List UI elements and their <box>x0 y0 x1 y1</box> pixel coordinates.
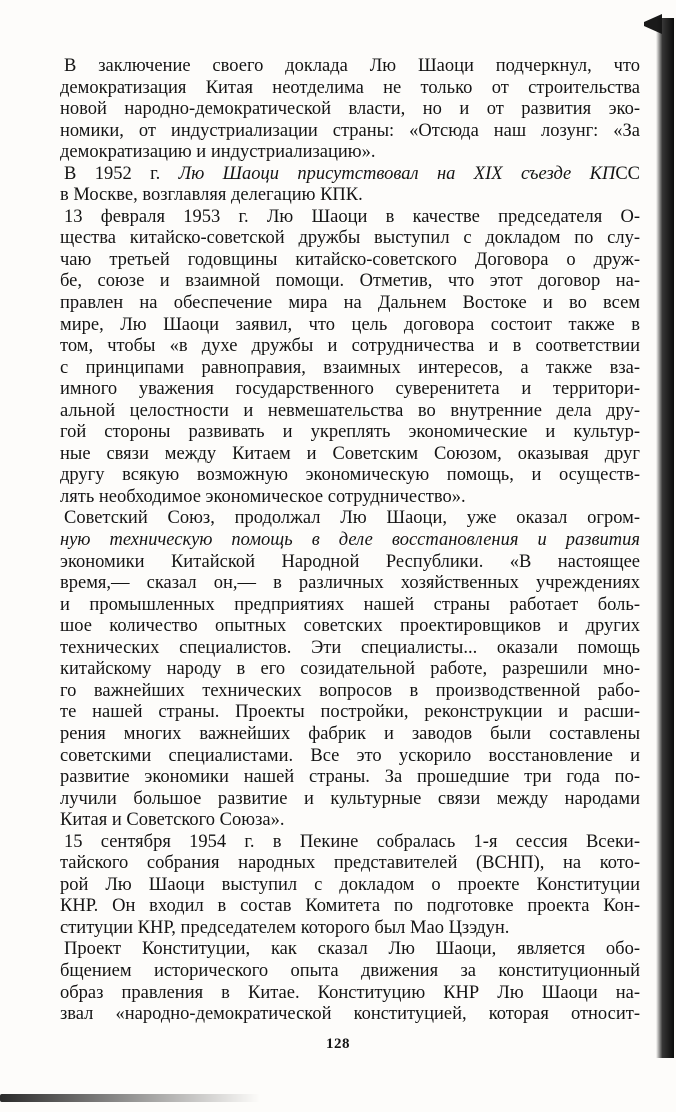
text-line: и промышленных предприятиях нашей страны работает боль- <box>60 594 640 615</box>
text-line: бе, союзе и взаимной помощи. Отметив, что этот договор на- <box>60 271 640 292</box>
text-line: с принципами равноправия, взаимных интересов, а также вза- <box>60 357 640 378</box>
body-text <box>60 56 640 1026</box>
text-line: гой стороны развивать и укреплять экономические и культур- <box>60 422 640 443</box>
text-line: Китая и Советского Союза». <box>60 810 285 831</box>
text-line: рения многих важнейших фабрик и заводов были составлены <box>60 723 640 744</box>
text-line: го важнейших технических вопросов в производственной рабо- <box>60 680 640 701</box>
text-line: демократизацию и индустриализацию». <box>60 142 376 163</box>
text-line: звал «народно-демократической конституцией, которая относит- <box>60 1004 640 1025</box>
text-line: том, чтобы «в духе дружбы и сотрудничества и в соответствии <box>60 336 640 357</box>
text-line: рой Лю Шаоци выступил с докладом о проекте Конституции <box>60 874 640 895</box>
text-line: ную техническую помощь в деле восстановления и развития <box>60 530 640 551</box>
text-line: советскими специалистами. Все это ускорило восстановление и <box>60 745 640 766</box>
text-line: 15 сентября 1954 г. в Пекине собралась 1-я сессия Всеки- <box>64 831 640 852</box>
text-line: ные связи между Китаем и Советским Союзом, оказывая друг <box>60 443 640 464</box>
text-line: время,— сказал он,— в различных хозяйственных учреждениях <box>60 573 640 594</box>
text-line: экономики Китайской Народной Республики. «В настоящее <box>60 551 640 572</box>
text-line: 13 февраля 1953 г. Лю Шаоци в качестве председателя О- <box>64 206 640 227</box>
text-line: технических специалистов. Эти специалисты... оказали помощь <box>60 637 640 658</box>
text-line: В заключение своего доклада Лю Шаоци подчеркнул, что <box>64 56 640 76</box>
page-number: 128 <box>326 1036 350 1052</box>
text-line: те нашей страны. Проекты постройки, реконструкции и расши- <box>60 702 640 723</box>
text-line: щества китайско-советской дружбы выступил с докладом по слу- <box>60 228 640 249</box>
text-line: китайскому народу в его созидательной работе, разрешили мно- <box>60 659 640 680</box>
text-line: правлен на обеспечение мира на Дальнем Востоке и во всем <box>60 293 640 314</box>
text-line: ституции КНР, председателем которого был Мао Цзэдун. <box>60 917 510 938</box>
text-line: Советский Союз, продолжал Лю Шаоци, уже оказал огром- <box>64 508 640 529</box>
text-line: тайского собрания народных представителей (ВСНП), на кото- <box>60 853 640 874</box>
text-line: имного уважения государственного суверенитета и территори- <box>60 379 640 400</box>
text-line: альной целостности и невмешательства во внутренние дела дру- <box>60 400 640 421</box>
text-line: мире, Лю Шаоци заявил, что цель договора состоит также в <box>60 314 640 335</box>
text-line: развитие экономики нашей страны. За прошедшие три года по- <box>60 767 640 788</box>
text-line: чаю третьей годовщины китайско-советского Договора о друж- <box>60 249 640 270</box>
text-line: другу всякую возможную экономическую помощь, и осуществ- <box>60 465 640 486</box>
text-line: лучили большое развитие и культурные связи между народами <box>60 788 640 809</box>
text-line: образ правления в Китае. Конституцию КНР Лю Шаоци на- <box>60 982 640 1003</box>
text-line: шое количество опытных советских проектировщиков и других <box>60 616 640 637</box>
text-line: КНР. Он входил в состав Комитета по подготовке проекта Кон- <box>60 896 640 917</box>
text-line: в Москве, возглавляя делегацию КПК. <box>60 185 363 206</box>
scan-smudge <box>0 1094 260 1102</box>
text-line: демократизация Китая неотделима не только от строительства <box>60 77 640 98</box>
text-line: бщением исторического опыта движения за конституционный <box>60 960 640 981</box>
book-binding-shadow <box>656 18 674 1058</box>
text-line: новой народно-демократической власти, но и от развития эко- <box>60 99 640 120</box>
text-line: В 1952 г. Лю Шаоци присутствовал на XIX съезде КПСС <box>64 163 640 184</box>
text-line: номики, от индустриализации страны: «Отсюда наш лозунг: «За <box>60 120 640 141</box>
text-line: лять необходимое экономическое сотрудничество». <box>60 486 466 507</box>
text-line: Проект Конституции, как сказал Лю Шаоци, является обо- <box>64 939 640 960</box>
